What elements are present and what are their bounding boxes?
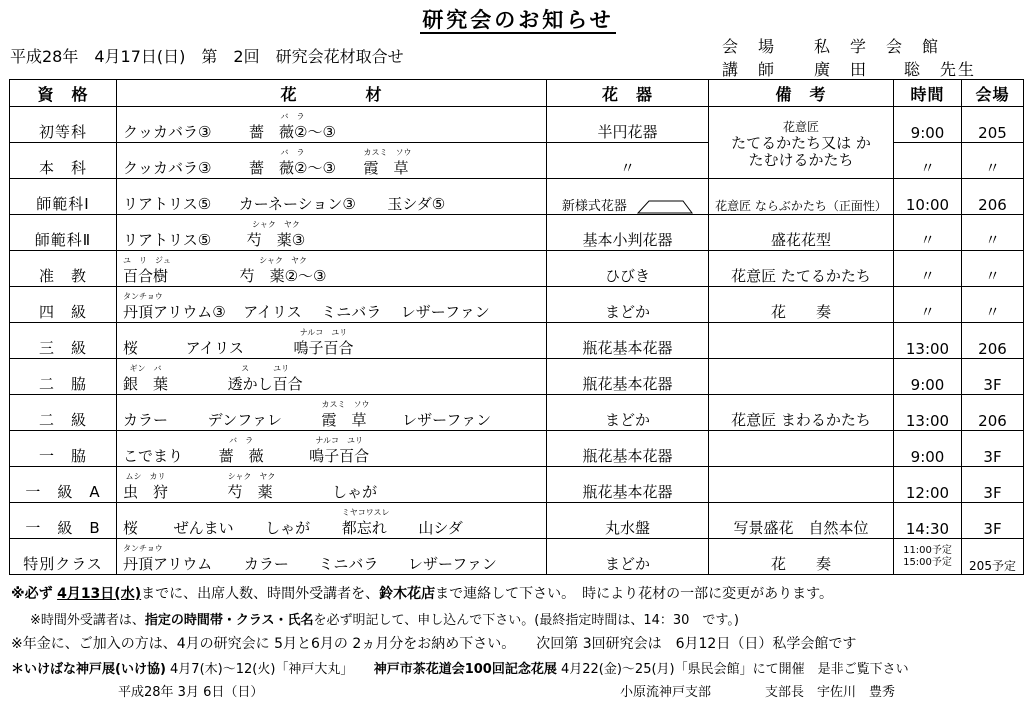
table-header-row xyxy=(10,80,1024,107)
material-item: ギン バ 銀 葉 xyxy=(123,364,169,393)
room-cell: 206 xyxy=(962,323,1024,359)
notes-cell xyxy=(709,323,894,359)
materials-cell xyxy=(117,359,547,395)
vase-cell: ひびき xyxy=(547,251,709,287)
material-item: カラー xyxy=(123,411,169,429)
material-item: カスミ ソウ 霞 草 xyxy=(321,400,370,429)
material-item: 桜 xyxy=(123,339,139,357)
time-cell: 〃 xyxy=(894,215,962,251)
class-cell: 本 科 xyxy=(10,143,117,179)
material-item: しゃが xyxy=(332,483,378,501)
material-item: レザーファン xyxy=(400,303,490,321)
class-cell: 一 級 B xyxy=(10,503,117,539)
material-item: ナルコ ユリ 鳴子百合 xyxy=(293,328,354,357)
time-cell: 13:00 xyxy=(894,395,962,431)
footer-line-exhibitions: ＊いけばな神戸展(いけ協) 4月7(木)～12(火)「神戸大丸」 神戸市茶花道会100回記念花展 4月22(金)～25(月)「県民会館」にて開催 是非ご覧下さい xyxy=(11,662,909,677)
class-cell: 三 級 xyxy=(10,323,117,359)
footer-line-after-hours: ※時間外受講者は、指定の時間帯・クラス・氏名を必ず明記して、申し込んで下さい。(最終指定時間は、14：30 です。) xyxy=(30,613,739,628)
materials-cell xyxy=(117,503,547,539)
notes-cell: 花意匠 たてるかたち又は かたむけるかたち xyxy=(709,107,894,179)
materials-cell xyxy=(117,143,547,179)
material-item: カラー xyxy=(243,555,289,573)
material-item: ス ユリ 透かし百合 xyxy=(227,364,303,393)
room-cell: 3F xyxy=(962,503,1024,539)
venue-label: 会 場 xyxy=(722,37,777,56)
table-row xyxy=(10,395,1024,431)
vase-cell: 新様式花器 xyxy=(547,179,709,215)
class-cell: 一 級 A xyxy=(10,467,117,503)
material-item: ユ リ ジュ 百合樹 xyxy=(123,256,171,285)
room-cell: 〃 xyxy=(962,143,1024,179)
trapezoid-vase-icon xyxy=(637,200,693,214)
material-item: アイリス xyxy=(243,303,302,321)
header-time: 時間 xyxy=(894,80,962,107)
time-cell: 12:00 xyxy=(894,467,962,503)
material-item: リアトリス⑤ xyxy=(123,195,212,213)
time-cell: 13:00 xyxy=(894,323,962,359)
material-item: シャク ヤク 芍 薬②～③ xyxy=(239,256,327,285)
time-cell: 14:30 xyxy=(894,503,962,539)
table-row xyxy=(10,107,1024,143)
room-cell: 〃 xyxy=(962,215,1024,251)
material-item: カスミ ソウ 霞 草 xyxy=(363,148,412,177)
room-cell: 206 xyxy=(962,395,1024,431)
table-row xyxy=(10,503,1024,539)
class-cell: 特別クラス xyxy=(10,539,117,575)
schedule-table xyxy=(9,79,1024,575)
footer-line-contact: ※必ず 4月13日(水)までに、出席人数、時間外受講者を、鈴木花店まで連絡して下さい。 時により花材の一部に変更があります。 xyxy=(11,586,833,602)
instructor-value: 廣 田 聡 先生 xyxy=(814,60,977,79)
header-materials: 花 材 xyxy=(117,80,547,107)
room-cell: 3F xyxy=(962,467,1024,503)
material-item: ミニバラ xyxy=(321,303,382,321)
vase-cell: 瓶花基本花器 xyxy=(547,359,709,395)
instructor-label: 講 師 xyxy=(722,60,777,79)
class-cell: 一 脇 xyxy=(10,431,117,467)
header-vase: 花 器 xyxy=(547,80,709,107)
materials-cell xyxy=(117,539,547,575)
material-item: ミヤコワスレ 都忘れ xyxy=(341,508,390,537)
material-item: アイリス xyxy=(185,339,244,357)
material-item: ミニバラ xyxy=(318,555,379,573)
class-cell: 四 級 xyxy=(10,287,117,323)
branch-chief: 支部長 宇佐川 豊秀 xyxy=(765,685,896,700)
room-cell: 3F xyxy=(962,359,1024,395)
notes-cell: 花意匠 ならぶかたち（正面性） xyxy=(709,179,894,215)
room-cell: 205 xyxy=(962,107,1024,143)
vase-cell: まどか xyxy=(547,395,709,431)
class-cell: 准 教 xyxy=(10,251,117,287)
class-cell: 師範科Ⅰ xyxy=(10,179,117,215)
materials-cell xyxy=(117,431,547,467)
vase-cell: 基本小判花器 xyxy=(547,215,709,251)
material-item: 桜 xyxy=(123,519,139,537)
table-row xyxy=(10,431,1024,467)
materials-cell xyxy=(117,215,547,251)
material-item: 玉シダ⑤ xyxy=(387,195,446,213)
material-item: シャク ヤク 芍 薬 xyxy=(227,472,276,501)
vase-cell: まどか xyxy=(547,287,709,323)
material-item: クッカバラ③ xyxy=(123,123,212,141)
class-cell: 二 級 xyxy=(10,395,117,431)
notes-cell: 花意匠 たてるかたち xyxy=(709,251,894,287)
notes-cell: 写景盛花 自然本位 xyxy=(709,503,894,539)
table-row xyxy=(10,323,1024,359)
time-cell: 9:00 xyxy=(894,431,962,467)
material-item: バ ラ 薔 薇②～③ xyxy=(249,148,336,177)
material-item: ムシ カリ 虫 狩 xyxy=(123,472,169,501)
time-cell: 9:00 xyxy=(894,359,962,395)
time-cell: 10:00 xyxy=(894,179,962,215)
table-row xyxy=(10,539,1024,575)
notes-cell: 盛花花型 xyxy=(709,215,894,251)
table-row xyxy=(10,467,1024,503)
materials-cell xyxy=(117,395,547,431)
table-row xyxy=(10,215,1024,251)
table-row xyxy=(10,359,1024,395)
room-cell: 〃 xyxy=(962,251,1024,287)
table-row xyxy=(10,251,1024,287)
time-cell: 9:00 xyxy=(894,107,962,143)
materials-cell xyxy=(117,467,547,503)
vase-cell: 半円花器 xyxy=(547,107,709,143)
vase-cell: 瓶花基本花器 xyxy=(547,323,709,359)
vase-cell: まどか xyxy=(547,539,709,575)
material-item: バ ラ 薔 薇 xyxy=(218,436,264,465)
vase-cell: 瓶花基本花器 xyxy=(547,431,709,467)
material-item: リアトリス⑤ xyxy=(123,231,212,249)
notes-cell: 花 奏 xyxy=(709,539,894,575)
material-item: クッカバラ③ xyxy=(123,159,212,177)
material-item: デンファレ xyxy=(207,411,282,429)
material-item: ナルコ ユリ 鳴子百合 xyxy=(309,436,370,465)
material-item: タンチョウ 丹頂アリウム③ xyxy=(123,292,226,321)
branch-name: 小原流神戸支部 xyxy=(620,685,712,700)
vase-cell: 丸水盤 xyxy=(547,503,709,539)
table-row xyxy=(10,287,1024,323)
material-item: ぜんまい xyxy=(173,519,234,537)
material-item: レザーファン xyxy=(402,411,492,429)
material-item: しゃが xyxy=(265,519,311,537)
header-notes: 備 考 xyxy=(709,80,894,107)
time-cell: 〃 xyxy=(894,143,962,179)
notes-cell xyxy=(709,359,894,395)
materials-cell xyxy=(117,323,547,359)
materials-cell xyxy=(117,251,547,287)
venue-value: 私 学 会 館 xyxy=(814,37,941,56)
notes-cell: 花 奏 xyxy=(709,287,894,323)
material-item: タンチョウ 丹頂アリウム xyxy=(123,544,213,573)
class-cell: 師範科Ⅱ xyxy=(10,215,117,251)
page-title: 研究会のお知らせ xyxy=(422,8,614,32)
vase-cell: 瓶花基本花器 xyxy=(547,467,709,503)
material-item: レザーファン xyxy=(407,555,497,573)
class-cell: 二 脇 xyxy=(10,359,117,395)
notes-cell xyxy=(709,431,894,467)
time-cell: 11:00予定 15:00予定 xyxy=(894,539,962,575)
room-cell: 205予定 xyxy=(962,539,1024,575)
time-cell: 〃 xyxy=(894,251,962,287)
material-item: こでまり xyxy=(123,447,184,465)
material-item: シャク ヤク 芍 薬③ xyxy=(246,220,306,249)
material-item: カーネーション③ xyxy=(238,195,356,213)
room-cell: 206 xyxy=(962,179,1024,215)
issue-date: 平成28年 3月 6日（日） xyxy=(118,685,264,700)
meeting-dateline: 平成28年 4月17日(日) 第 2回 研究会花材取合せ xyxy=(10,47,404,66)
header-class: 資 格 xyxy=(10,80,117,107)
room-cell: 3F xyxy=(962,431,1024,467)
materials-cell xyxy=(117,287,547,323)
notes-cell xyxy=(709,467,894,503)
notes-cell: 花意匠 まわるかたち xyxy=(709,395,894,431)
table-row xyxy=(10,179,1024,215)
room-cell: 〃 xyxy=(962,287,1024,323)
materials-cell xyxy=(117,107,547,143)
footer-line-pension: ※年金に、ご加入の方は、4月の研究会に 5月と6月の 2ヵ月分をお納め下さい。 次回第 3回研究会は 6月12日（日）私学会館です xyxy=(11,636,857,652)
material-item: バ ラ 薔 薇②～③ xyxy=(249,112,336,141)
material-item: 山シダ xyxy=(418,519,463,537)
time-cell: 〃 xyxy=(894,287,962,323)
header-room: 会場 xyxy=(962,80,1024,107)
vase-cell: 〃 xyxy=(547,143,709,179)
class-cell: 初等科 xyxy=(10,107,117,143)
materials-cell xyxy=(117,179,547,215)
